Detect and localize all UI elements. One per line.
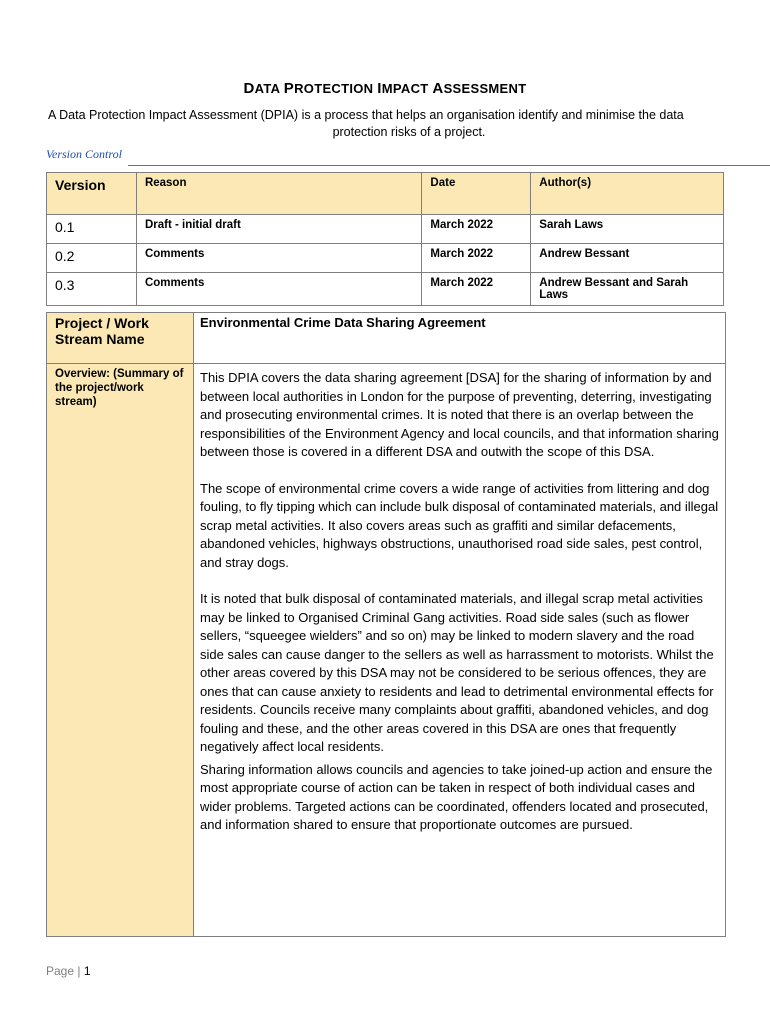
project-name-row	[47, 313, 726, 364]
cell-date: March 2022	[422, 273, 531, 306]
cell-authors: Andrew Bessant	[531, 244, 724, 273]
cell-date: March 2022	[422, 215, 531, 244]
title-part: ATA	[254, 81, 284, 96]
header-reason: Reason	[136, 173, 421, 215]
version-table	[46, 172, 724, 306]
title-part: ROTECTION	[294, 81, 378, 96]
overview-paragraph: The scope of environmental crime covers a wide range of activities from littering and dog fouling, to fly tipping which can include bulk disposal of contaminated materials, and illegal scrap metal activities. It also covers areas such as graffiti and similar defacements, abandoned vehicles, highways obstructions, unauthorised road side sales, pest control, and stray dogs.	[200, 480, 719, 570]
intro-text	[48, 107, 770, 141]
project-name-label: Project / Work Stream Name	[47, 313, 194, 364]
cell-authors: Sarah Laws	[531, 215, 724, 244]
title-part: A	[432, 80, 444, 97]
cell-version: 0.3	[47, 273, 137, 306]
title-part: I	[377, 80, 382, 97]
overview-content	[194, 364, 726, 937]
intro-line-1: A Data Protection Impact Assessment (DPIA) is a process that helps an organisation identify and minimise the data	[48, 108, 684, 122]
overview-label: Overview: (Summary of the project/work stream)	[47, 364, 194, 937]
header-date: Date	[422, 173, 531, 215]
version-control-heading: Version Control	[46, 147, 122, 161]
version-control-rule	[128, 165, 770, 166]
page-label: Page |	[46, 964, 81, 978]
intro-line-2: protection risks of a project.	[332, 125, 486, 139]
title-part: SSESSMENT	[443, 81, 527, 96]
title-part: MPACT	[381, 81, 433, 96]
cell-date: March 2022	[422, 244, 531, 273]
cell-reason: Comments	[136, 273, 421, 306]
cell-version: 0.2	[47, 244, 137, 273]
overview-row	[47, 364, 726, 937]
title-part: P	[283, 80, 295, 97]
overview-paragraph: It is noted that bulk disposal of contaminated materials, and illegal scrap metal activities may be linked to Organised Criminal Gang activities. Road side sales (such as flower sellers, “squeegee wielders” and so on) may be linked to modern slavery and the road side sales can cause danger to the sellers as well as harrassment to motorists. Whilst the other areas covered by this DSA may not be considered to be serious offences, they are ones that can cause anxiety to residents and lead to detrimental environmental effects for residents. Councils receive many complaints about graffiti, abandoned vehicles, and dog fouling and these, and the other areas covered in this DSA are ones that frequently negatively affect local residents.	[200, 591, 714, 754]
cell-reason: Draft - initial draft	[136, 215, 421, 244]
page-number: 1	[83, 964, 91, 978]
header-version: Version	[47, 173, 137, 215]
page-footer	[46, 964, 91, 978]
cell-authors: Andrew Bessant and Sarah Laws	[531, 273, 724, 306]
overview-paragraph: This DPIA covers the data sharing agreement [DSA] for the sharing of information by and between local authorities in London for the purpose of preventing, deterring, investigating and prosecuting environmental crimes. It is noted that there is an overlap between the responsibilities of the Environment Agency and local councils, and that information sharing between those is covered in a different DSA and outwith the scope of this DSA.	[200, 370, 719, 459]
title-part: D	[243, 80, 255, 97]
version-table-header	[47, 173, 724, 215]
table-row	[47, 273, 724, 306]
document-title	[0, 80, 770, 97]
cell-version: 0.1	[47, 215, 137, 244]
project-name-value: Environmental Crime Data Sharing Agreement	[194, 313, 726, 364]
project-table	[46, 312, 726, 937]
table-row	[47, 215, 724, 244]
cell-reason: Comments	[136, 244, 421, 273]
overview-paragraph: Sharing information allows councils and agencies to take joined-up action and ensure the most appropriate course of action can be taken in respect of both individual cases and wider problems. Targeted actions can be coordinated, offenders located and prosecuted, and information shared to ensure that proportionate outcomes are pursued.	[200, 761, 713, 832]
header-authors: Author(s)	[531, 173, 724, 215]
table-row	[47, 244, 724, 273]
